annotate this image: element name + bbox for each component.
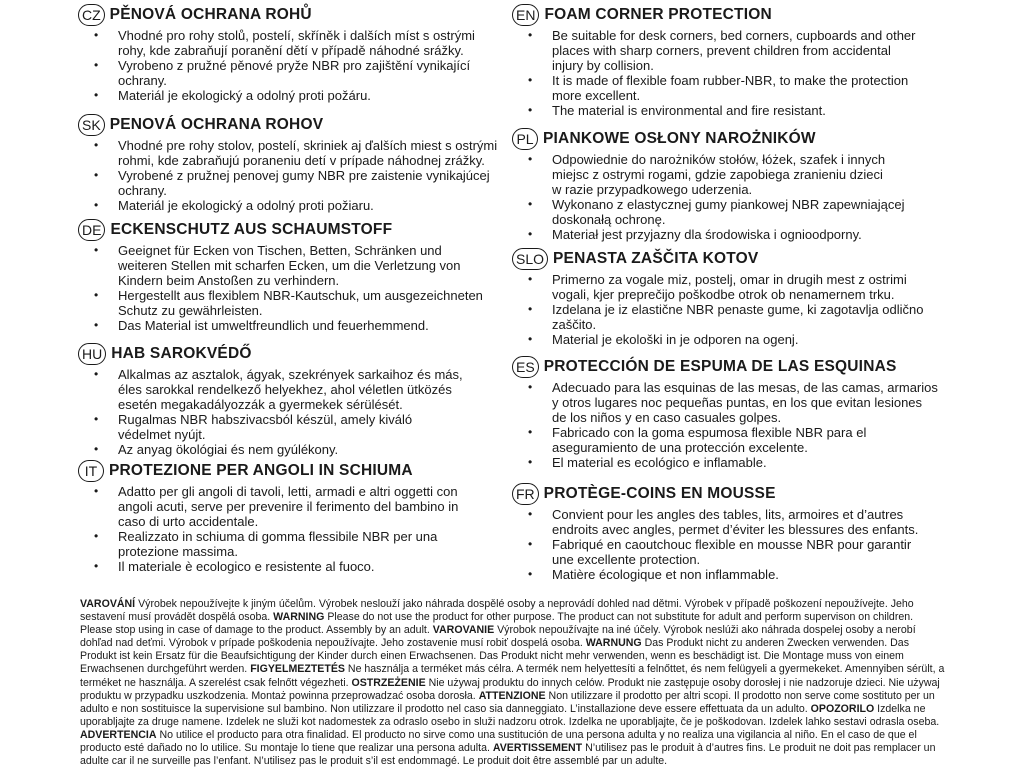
bullet-list xyxy=(512,380,952,470)
warning-text: Non utilizzare il prodotto per altri scopi. Il prodotto non serve come sostituto per un adulto e non sostituisce la supervisione sul bambino. Non utilizzare il prodotto nel caso sia danneggiato. L’installazione deve essere effettuata da un adulto. xyxy=(80,689,935,715)
section-fr xyxy=(512,481,952,582)
bullet-item: • Alkalmas az asztalok, ágyak, szekrények sarkaihoz és más, éles sarokkal rendelkező helyekhez, ahol véletlen ütközés esetén megakadályozzák a gyermekek sérülését. xyxy=(94,367,508,412)
bullet-item: • Vyrobeno z pružné pěnové pryže NBR pro zajištění vynikající ochrany. xyxy=(94,58,508,88)
warning-text: Výrobek nepoužívejte k jiným účelům. Výrobek neslouží jako náhrada dospělé osoby a neprovádí dohled nad dětmi. Výrobek v případě poškození nepoužívejte. Jeho sestavení musí provádět dospělá osoba. xyxy=(80,598,914,624)
section-title: PENASTA ZAŠČITA KOTOV xyxy=(553,250,759,267)
bullet-list xyxy=(512,28,952,118)
warning-text: Nie używaj produktu do innych celów. Produkt nie zastępuje osoby dorosłej i nie nadzoruje dzieci. Nie używaj produktu w przypadku uszkodzenia. Montaż powinna przeprowadzać osoba dorosła. xyxy=(80,676,940,702)
bullet-item: • Materiál je ekologický a odolný proti požáru. xyxy=(94,88,508,103)
bullet-item: • Matière écologique et non inflammable. xyxy=(528,567,952,582)
warning-text: Das Produkt nicht zu anderen Zwecken verwenden. Das Produkt ist kein Ersatz für die Beaufsichtigung der Kinder durch einen Erwachsenen. Das Produkt nicht mehr verwenden, wenn es beschädigt ist. Die Montage muss von einem Erwachsenen durchgeführt werden. xyxy=(80,637,909,676)
bullet-item: • Vhodné pre rohy stolov, postelí, skriniek aj ďalších miest s ostrými rohmi, kde zabraňujú poraneniu detí v prípade náhodnej zrážky. xyxy=(94,138,508,168)
language-code-badge: IT xyxy=(78,460,104,482)
bullet-list xyxy=(78,367,508,457)
warnings-block xyxy=(80,598,945,768)
bullet-list xyxy=(512,507,952,582)
language-code-badge: DE xyxy=(78,219,105,241)
warning-label: AVERTISSEMENT xyxy=(492,742,583,755)
bullet-item: • Geeignet für Ecken von Tischen, Betten, Schränken und weiteren Stellen mit scharfen Ecken, um die Verletzung von Kindern beim Anstoßen zu verhindern. xyxy=(94,243,508,288)
bullet-item: • Materiál je ekologický a odolný proti požiaru. xyxy=(94,198,508,213)
section-title: HAB SAROKVÉDŐ xyxy=(111,345,252,362)
warning-text: Ne használja a terméket más célra. A termék nem helyettesíti a felnőttet, és nem felügyeli a gyermekeket. Amennyiben sérült, a terméket ne használja. A szerelést csak felnőtt végezheti. xyxy=(80,663,945,689)
bullet-item: • Materiał jest przyjazny dla środowiska i ognioodporny. xyxy=(528,227,952,242)
section-title: PIANKOWE OSŁONY NAROŻNIKÓW xyxy=(543,130,816,147)
section-hu xyxy=(78,341,508,458)
language-code-badge: SLO xyxy=(512,248,548,270)
language-code-badge: SK xyxy=(78,114,105,136)
bullet-item: • Odpowiednie do narożników stołów, łóżek, szafek i innych miejsc z ostrymi rogami, gdzie zapobiega zranieniu dzieci w razie przypadkowego uderzenia. xyxy=(528,152,952,197)
section-es xyxy=(512,354,952,481)
section-header xyxy=(78,2,508,28)
warning-label: FIGYELMEZTETÉS xyxy=(250,663,345,676)
bullet-item: • Material je ekološki in je odporen na ogenj. xyxy=(528,332,952,347)
section-slo xyxy=(512,246,952,354)
section-title: PROTECCIÓN DE ESPUMA DE LAS ESQUINAS xyxy=(543,358,897,375)
bullet-item: • Wykonano z elastycznej gumy piankowej NBR zapewniającej doskonałą ochronę. xyxy=(528,197,952,227)
warning-label: ADVERTENCIA xyxy=(80,728,157,741)
bullet-item: • Fabricado con la goma espumosa flexible NBR para el aseguramiento de una protección excelente. xyxy=(528,425,952,455)
bullet-list xyxy=(78,28,508,103)
warning-label: VAROVANIE xyxy=(432,624,495,637)
section-header xyxy=(78,217,508,243)
bullet-item: • Vyrobené z pružnej penovej gumy NBR pre zaistenie vynikajúcej ochrany. xyxy=(94,168,508,198)
section-header xyxy=(512,354,952,380)
section-header xyxy=(512,2,952,28)
section-en xyxy=(512,2,952,126)
warning-text: No utilice el producto para otra finalidad. El producto no sirve como una sustitución de una persona adulta y no realiza una vigilancia al niño. En el caso de que el producto esté dañado no lo utilice. Su montaje lo tiene que realizar una persona adulta. xyxy=(80,728,917,755)
section-de xyxy=(78,217,508,341)
section-it xyxy=(78,458,508,574)
section-title: PENOVÁ OCHRANA ROHOV xyxy=(109,116,324,133)
warning-text: N’utilisez pas le produit à d’autres fins. Le produit ne doit pas remplacer un adulte car il ne surveille pas l’enfant. N’utilisez pas le produit s’il est endommagé. Le produit doit être assemblé par un adulte. xyxy=(80,742,936,768)
bullet-item: • The material is environmental and fire resistant. xyxy=(528,103,952,118)
warning-text: Výrobok nepoužívajte na iné účely. Výrobok neslúži ako náhrada dospelej osoby a nerobí dohľad nad deťmi. Výrobok v prípade poškodenia nepoužívajte. Jeho zostavenie musí robiť dospelá osoba. xyxy=(80,624,916,650)
language-code-badge: CZ xyxy=(78,4,105,26)
bullet-list xyxy=(512,272,952,347)
section-header xyxy=(78,341,508,367)
bullet-list xyxy=(78,138,508,213)
warning-label: WARNUNG xyxy=(585,637,642,650)
section-header xyxy=(512,246,952,272)
section-cz xyxy=(78,2,508,112)
bullet-item: • Convient pour les angles des tables, lits, armoires et d’autres endroits avec angles, permet d’éviter les blessures des enfants. xyxy=(528,507,952,537)
warning-label: ATTENZIONE xyxy=(478,689,546,702)
bullet-item: • Primerno za vogale miz, postelj, omar in drugih mest z ostrimi vogali, kjer preprečijo poškodbe otrok ob nenamernem trku. xyxy=(528,272,952,302)
bullet-item: • Adecuado para las esquinas de las mesas, de las camas, armarios y otros lugares noc pequeñas puntas, en los que evitan lesiones de los niños y en caso casuales golpes. xyxy=(528,380,952,425)
language-code-badge: HU xyxy=(78,343,106,365)
section-title: FOAM CORNER PROTECTION xyxy=(544,6,772,23)
section-title: PROTÈGE-COINS EN MOUSSE xyxy=(543,485,776,502)
bullet-item: • El material es ecológico e inflamable. xyxy=(528,455,952,470)
section-header xyxy=(512,126,952,152)
section-title: PĚNOVÁ OCHRANA ROHŮ xyxy=(109,6,312,23)
bullet-list xyxy=(78,243,508,333)
left-column xyxy=(78,2,508,574)
right-column xyxy=(512,2,952,582)
bullet-item: • Az anyag ökológiai és nem gyúlékony. xyxy=(94,442,508,457)
bullet-item: • Be suitable for desk corners, bed corners, cupboards and other places with sharp corners, prevent children from accidental injury by collision. xyxy=(528,28,952,73)
bullet-item: • Vhodné pro rohy stolů, postelí, skříněk i dalších míst s ostrými rohy, kde zabraňují poranění dětí v případě náhodné srážky. xyxy=(94,28,508,58)
language-code-badge: FR xyxy=(512,483,539,505)
bullet-item: • Rugalmas NBR habszivacsból készül, amely kiváló védelmet nyújt. xyxy=(94,412,508,442)
bullet-item: • Fabriqué en caoutchouc flexible en mousse NBR pour garantir une excellente protection. xyxy=(528,537,952,567)
section-title: PROTEZIONE PER ANGOLI IN SCHIUMA xyxy=(109,462,413,479)
bullet-item: • Adatto per gli angoli di tavoli, letti, armadi e altri oggetti con angoli acuti, serve per prevenire il ferimento del bambino in caso di urto accidentale. xyxy=(94,484,508,529)
bullet-item: • Hergestellt aus flexiblem NBR-Kautschuk, um ausgezeichneten Schutz zu gewährleisten. xyxy=(94,288,508,318)
language-code-badge: PL xyxy=(512,128,538,150)
bullet-item: • Izdelana je iz elastične NBR penaste gume, ki zagotavlja odlično zaščito. xyxy=(528,302,952,332)
language-code-badge: ES xyxy=(512,356,539,378)
section-header xyxy=(78,458,508,484)
section-header xyxy=(512,481,952,507)
warning-label: OSTRZEŻENIE xyxy=(351,676,426,689)
section-pl xyxy=(512,126,952,246)
bullet-item: • It is made of flexible foam rubber-NBR, to make the protection more excellent. xyxy=(528,73,952,103)
language-code-badge: EN xyxy=(512,4,539,26)
bullet-item: • Realizzato in schiuma di gomma flessibile NBR per una protezione massima. xyxy=(94,529,508,559)
bullet-item: • Il materiale è ecologico e resistente al fuoco. xyxy=(94,559,508,574)
bullet-list xyxy=(78,484,508,574)
warning-text: Please do not use the product for other purpose. The product can not substitute for adult and perform supervison on children. Please stop using in case of damage to the product. Assembly by an adult. xyxy=(80,611,914,637)
section-sk xyxy=(78,112,508,217)
warning-label: VAROVÁNÍ xyxy=(80,598,136,610)
warning-text: Izdelka ne uporabljajte za druge namene. Izdelek ne služi kot nadomestek za odraslo osebo in služi nadzoru otrok. Izdelka ne uporabljajte, če je poškodovan. Izdelek lahko sestavi odrasla oseba. xyxy=(80,702,940,728)
section-title: ECKENSCHUTZ AUS SCHAUMSTOFF xyxy=(110,221,393,238)
warning-label: OPOZORILO xyxy=(810,702,875,715)
bullet-list xyxy=(512,152,952,242)
bullet-item: • Das Material ist umweltfreundlich und feuerhemmend. xyxy=(94,318,508,333)
section-header xyxy=(78,112,508,138)
warning-label: WARNING xyxy=(273,611,325,624)
